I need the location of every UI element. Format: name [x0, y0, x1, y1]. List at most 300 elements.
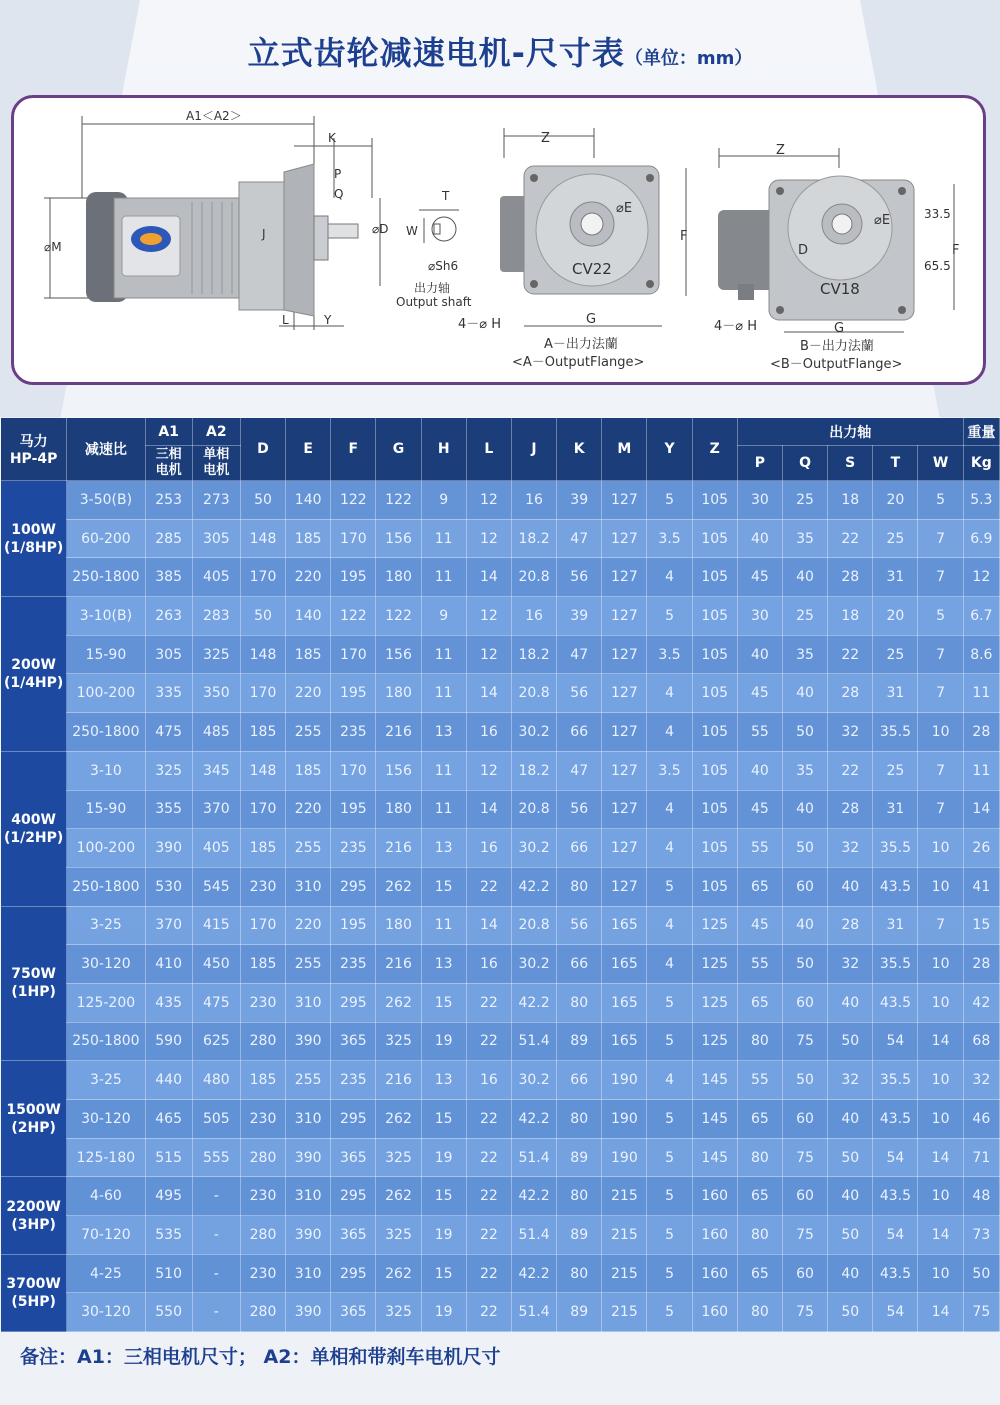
table-row	[1, 829, 1000, 868]
value-cell: 89	[557, 1293, 602, 1332]
value-cell: 32	[828, 713, 873, 752]
hp-value: (5HP)	[11, 1293, 56, 1310]
value-cell: 12	[466, 751, 511, 790]
value-cell: 14	[963, 790, 999, 829]
value-cell: 170	[240, 906, 285, 945]
motor-body	[86, 164, 358, 316]
value-cell: 230	[240, 867, 285, 906]
value-cell: 480	[192, 1061, 240, 1100]
value-cell: 390	[286, 1022, 331, 1061]
ratio-cell: 15-90	[67, 635, 145, 674]
value-cell: 195	[331, 906, 376, 945]
label-flange-b-d: D	[798, 243, 809, 258]
value-cell: 35.5	[873, 829, 918, 868]
value-cell: 335	[145, 674, 192, 713]
value-cell: 127	[602, 519, 647, 558]
value-cell: 295	[331, 867, 376, 906]
value-cell: 170	[240, 558, 285, 597]
label-j: J	[262, 227, 266, 241]
label-flange-b-en: <B－OutputFlange>	[770, 357, 903, 372]
label-w: W	[406, 224, 418, 238]
value-cell: 40	[737, 751, 782, 790]
value-cell: 16	[466, 829, 511, 868]
value-cell: 185	[240, 945, 285, 984]
value-cell: 310	[286, 1177, 331, 1216]
header-shaft-t: T	[873, 446, 918, 481]
value-cell: 4	[647, 558, 692, 597]
ratio-cell: 250-1800	[67, 558, 145, 597]
value-cell: 15	[421, 983, 466, 1022]
value-cell: 22	[466, 867, 511, 906]
value-cell: 40	[782, 906, 827, 945]
label-flange-b-model: CV18	[820, 280, 860, 298]
header-a1-sub1: 三相	[155, 447, 182, 462]
value-cell: 215	[602, 1254, 647, 1293]
value-cell: 235	[331, 713, 376, 752]
value-cell: -	[192, 1216, 240, 1255]
value-cell: 255	[286, 829, 331, 868]
value-cell: 14	[466, 906, 511, 945]
label-flange-a-z: Z	[541, 131, 550, 146]
value-cell: 30.2	[511, 945, 556, 984]
value-cell: 105	[692, 829, 737, 868]
value-cell: 325	[376, 1022, 421, 1061]
value-cell: 89	[557, 1138, 602, 1177]
value-cell: 14	[466, 558, 511, 597]
value-cell: 4	[647, 713, 692, 752]
value-cell: 156	[376, 519, 421, 558]
value-cell: 35	[782, 751, 827, 790]
value-cell: 215	[602, 1177, 647, 1216]
value-cell: 390	[286, 1138, 331, 1177]
value-cell: 5	[647, 867, 692, 906]
value-cell: 45	[737, 674, 782, 713]
value-cell: 66	[557, 1061, 602, 1100]
hp-value: (1HP)	[11, 984, 56, 1001]
value-cell: 5	[918, 597, 963, 636]
value-cell: 195	[331, 674, 376, 713]
value-cell: 14	[918, 1293, 963, 1332]
value-cell: 20.8	[511, 790, 556, 829]
value-cell: 122	[331, 481, 376, 520]
value-cell: 42	[963, 983, 999, 1022]
header-a2-sub	[192, 446, 240, 481]
value-cell: 20.8	[511, 674, 556, 713]
value-cell: 283	[192, 597, 240, 636]
value-cell: 15	[963, 906, 999, 945]
value-cell: 47	[557, 635, 602, 674]
value-cell: 6.9	[963, 519, 999, 558]
value-cell: 40	[782, 674, 827, 713]
value-cell: 46	[963, 1100, 999, 1139]
value-cell: 25	[782, 481, 827, 520]
value-cell: 230	[240, 1254, 285, 1293]
value-cell: 125	[692, 906, 737, 945]
value-cell: 215	[602, 1293, 647, 1332]
value-cell: 345	[192, 751, 240, 790]
value-cell: 515	[145, 1138, 192, 1177]
value-cell: 310	[286, 1100, 331, 1139]
ratio-cell: 70-120	[67, 1216, 145, 1255]
value-cell: 435	[145, 983, 192, 1022]
value-cell: 305	[192, 519, 240, 558]
header-a2-sub1: 单相	[203, 447, 230, 462]
value-cell: -	[192, 1177, 240, 1216]
value-cell: 22	[466, 1138, 511, 1177]
value-cell: 19	[421, 1216, 466, 1255]
table-row	[1, 674, 1000, 713]
header-col-d: D	[240, 418, 285, 481]
value-cell: 45	[737, 558, 782, 597]
value-cell: 170	[240, 674, 285, 713]
table-row	[1, 945, 1000, 984]
value-cell: 280	[240, 1216, 285, 1255]
value-cell: 14	[466, 790, 511, 829]
value-cell: 127	[602, 829, 647, 868]
value-cell: 10	[918, 1100, 963, 1139]
value-cell: 80	[737, 1293, 782, 1332]
value-cell: 54	[873, 1293, 918, 1332]
value-cell: 262	[376, 1254, 421, 1293]
label-a1a2: A1＜A2＞	[186, 109, 242, 123]
value-cell: 185	[286, 751, 331, 790]
table-header	[1, 418, 1000, 481]
value-cell: 5	[647, 1216, 692, 1255]
value-cell: 235	[331, 1061, 376, 1100]
value-cell: 220	[286, 906, 331, 945]
ratio-cell: 3-10(B)	[67, 597, 145, 636]
value-cell: 590	[145, 1022, 192, 1061]
value-cell: 40	[782, 790, 827, 829]
value-cell: 140	[286, 481, 331, 520]
value-cell: 65	[737, 1177, 782, 1216]
label-shaft-cn: 出力轴	[414, 281, 451, 295]
value-cell: 65	[737, 1100, 782, 1139]
hp-value: (3HP)	[11, 1216, 56, 1233]
value-cell: 50	[240, 597, 285, 636]
value-cell: 3.5	[647, 519, 692, 558]
header-power-top: 马力	[19, 434, 48, 450]
value-cell: 18.2	[511, 519, 556, 558]
value-cell: 125	[692, 983, 737, 1022]
header-weight: 重量	[963, 418, 999, 446]
value-cell: 45	[737, 906, 782, 945]
value-cell: 145	[692, 1100, 737, 1139]
value-cell: 5	[647, 1138, 692, 1177]
value-cell: 14	[918, 1138, 963, 1177]
value-cell: 4	[647, 906, 692, 945]
table-row	[1, 1293, 1000, 1332]
label-shaft-en: Output shaft	[396, 295, 472, 309]
value-cell: 105	[692, 635, 737, 674]
header-col-h: H	[421, 418, 466, 481]
value-cell: -	[192, 1254, 240, 1293]
value-cell: 122	[376, 597, 421, 636]
value-cell: 325	[145, 751, 192, 790]
value-cell: 55	[737, 1061, 782, 1100]
value-cell: 11	[421, 790, 466, 829]
header-shaft-q: Q	[782, 446, 827, 481]
header-a1-sub2: 电机	[155, 463, 182, 478]
value-cell: 18.2	[511, 751, 556, 790]
value-cell: 105	[692, 558, 737, 597]
header-weight-unit: Kg	[963, 446, 999, 481]
value-cell: 625	[192, 1022, 240, 1061]
value-cell: 7	[918, 635, 963, 674]
dimension-diagram	[11, 95, 986, 385]
value-cell: 235	[331, 829, 376, 868]
power-cell	[1, 1254, 67, 1331]
value-cell: 56	[557, 906, 602, 945]
value-cell: 89	[557, 1022, 602, 1061]
value-cell: 30.2	[511, 829, 556, 868]
value-cell: 255	[286, 945, 331, 984]
value-cell: 295	[331, 983, 376, 1022]
label-flange-b-dim2: 65.5	[924, 259, 951, 273]
label-flange-a-en: <A－OutputFlange>	[512, 355, 645, 370]
label-y: Y	[324, 313, 332, 327]
value-cell: 55	[737, 945, 782, 984]
value-cell: 50	[828, 1293, 873, 1332]
value-cell: 405	[192, 558, 240, 597]
value-cell: 325	[376, 1138, 421, 1177]
hp-value: (1/8HP)	[3, 539, 64, 556]
value-cell: 54	[873, 1138, 918, 1177]
value-cell: 190	[602, 1061, 647, 1100]
value-cell: 75	[782, 1022, 827, 1061]
value-cell: 80	[557, 1177, 602, 1216]
value-cell: 50	[782, 945, 827, 984]
value-cell: 310	[286, 867, 331, 906]
value-cell: 105	[692, 790, 737, 829]
value-cell: 11	[963, 674, 999, 713]
value-cell: 50	[828, 1138, 873, 1177]
value-cell: 165	[602, 983, 647, 1022]
header-power-bottom: HP-4P	[9, 451, 58, 467]
value-cell: 66	[557, 945, 602, 984]
value-cell: 5	[647, 1293, 692, 1332]
value-cell: 43.5	[873, 867, 918, 906]
table-row	[1, 1100, 1000, 1139]
value-cell: 60	[782, 1254, 827, 1293]
value-cell: 32	[963, 1061, 999, 1100]
value-cell: 125	[692, 945, 737, 984]
value-cell: 390	[286, 1293, 331, 1332]
value-cell: 31	[873, 906, 918, 945]
value-cell: 40	[782, 558, 827, 597]
label-flange-b-dim1: 33.5	[924, 207, 951, 221]
table-row	[1, 751, 1000, 790]
value-cell: 5	[647, 1177, 692, 1216]
value-cell: 22	[828, 751, 873, 790]
value-cell: 295	[331, 1254, 376, 1293]
value-cell: 535	[145, 1216, 192, 1255]
header-col-y: Y	[647, 418, 692, 481]
ratio-cell: 3-50(B)	[67, 481, 145, 520]
header-ratio: 减速比	[67, 418, 145, 481]
value-cell: 415	[192, 906, 240, 945]
value-cell: 19	[421, 1293, 466, 1332]
value-cell: 127	[602, 713, 647, 752]
diagram-drawing	[14, 98, 983, 382]
value-cell: 65	[737, 1254, 782, 1293]
value-cell: 3.5	[647, 751, 692, 790]
value-cell: 16	[466, 945, 511, 984]
value-cell: 30	[737, 481, 782, 520]
value-cell: 170	[331, 751, 376, 790]
value-cell: 475	[145, 713, 192, 752]
value-cell: 54	[873, 1216, 918, 1255]
value-cell: 262	[376, 1177, 421, 1216]
value-cell: 35	[782, 635, 827, 674]
value-cell: 216	[376, 1061, 421, 1100]
value-cell: 148	[240, 751, 285, 790]
value-cell: 122	[376, 481, 421, 520]
value-cell: 285	[145, 519, 192, 558]
value-cell: 56	[557, 674, 602, 713]
value-cell: 20.8	[511, 906, 556, 945]
power-cell	[1, 1061, 67, 1177]
value-cell: 43.5	[873, 983, 918, 1022]
value-cell: 65	[737, 867, 782, 906]
ratio-cell: 100-200	[67, 674, 145, 713]
value-cell: 127	[602, 597, 647, 636]
value-cell: 14	[918, 1216, 963, 1255]
value-cell: 485	[192, 713, 240, 752]
value-cell: 5	[647, 983, 692, 1022]
value-cell: 145	[692, 1138, 737, 1177]
value-cell: 15	[421, 1254, 466, 1293]
value-cell: 365	[331, 1293, 376, 1332]
value-cell: 255	[286, 1061, 331, 1100]
value-cell: 12	[466, 481, 511, 520]
value-cell: 180	[376, 558, 421, 597]
value-cell: 216	[376, 945, 421, 984]
value-cell: 280	[240, 1293, 285, 1332]
power-value: 2200W	[6, 1198, 61, 1215]
value-cell: 15	[421, 1177, 466, 1216]
table-row	[1, 983, 1000, 1022]
value-cell: 42.2	[511, 867, 556, 906]
value-cell: 50	[782, 1061, 827, 1100]
header-a2: A2	[192, 418, 240, 446]
value-cell: 216	[376, 713, 421, 752]
value-cell: 105	[692, 867, 737, 906]
value-cell: 50	[828, 1216, 873, 1255]
value-cell: 510	[145, 1254, 192, 1293]
value-cell: 160	[692, 1254, 737, 1293]
value-cell: 9	[421, 481, 466, 520]
value-cell: 370	[145, 906, 192, 945]
value-cell: 4	[647, 1061, 692, 1100]
dimension-table-wrap	[0, 417, 1000, 1332]
label-flange-b-h: 4－⌀ H	[714, 319, 758, 334]
value-cell: 71	[963, 1138, 999, 1177]
table-row	[1, 790, 1000, 829]
value-cell: 7	[918, 674, 963, 713]
power-cell	[1, 751, 67, 906]
value-cell: 11	[421, 906, 466, 945]
value-cell: 50	[240, 481, 285, 520]
value-cell: 555	[192, 1138, 240, 1177]
power-cell	[1, 1177, 67, 1254]
value-cell: 80	[557, 867, 602, 906]
value-cell: 160	[692, 1293, 737, 1332]
value-cell: 40	[737, 635, 782, 674]
footnote: 备注：A1：三相电机尺寸； A2：单相和带刹车电机尺寸	[20, 1346, 501, 1368]
value-cell: 230	[240, 1100, 285, 1139]
header-col-l: L	[466, 418, 511, 481]
value-cell: 180	[376, 906, 421, 945]
value-cell: 80	[557, 983, 602, 1022]
value-cell: 20	[873, 597, 918, 636]
value-cell: 22	[466, 1100, 511, 1139]
value-cell: 230	[240, 983, 285, 1022]
value-cell: 10	[918, 713, 963, 752]
value-cell: 10	[918, 867, 963, 906]
table-row	[1, 713, 1000, 752]
value-cell: 190	[602, 1100, 647, 1139]
value-cell: 30.2	[511, 713, 556, 752]
value-cell: 127	[602, 558, 647, 597]
value-cell: 156	[376, 751, 421, 790]
value-cell: 18	[828, 597, 873, 636]
value-cell: 19	[421, 1022, 466, 1061]
value-cell: 295	[331, 1100, 376, 1139]
value-cell: 105	[692, 519, 737, 558]
label-flange-b-cn: B－出力法蘭	[800, 339, 874, 354]
value-cell: 475	[192, 983, 240, 1022]
value-cell: 127	[602, 481, 647, 520]
value-cell: 13	[421, 829, 466, 868]
power-value: 400W	[11, 811, 56, 828]
flange-b-view	[714, 143, 959, 372]
value-cell: 50	[963, 1254, 999, 1293]
value-cell: 105	[692, 597, 737, 636]
label-t: T	[442, 189, 450, 203]
value-cell: 5	[647, 1022, 692, 1061]
value-cell: 35.5	[873, 1061, 918, 1100]
value-cell: 60	[782, 1100, 827, 1139]
value-cell: 370	[192, 790, 240, 829]
label-flange-a-h: 4－⌀ H	[458, 317, 502, 332]
value-cell: 18.2	[511, 635, 556, 674]
value-cell: 12	[466, 519, 511, 558]
value-cell: 30	[737, 597, 782, 636]
value-cell: 39	[557, 481, 602, 520]
power-value: 100W	[11, 521, 56, 538]
value-cell: 22	[466, 1254, 511, 1293]
hp-value: (1/2HP)	[3, 829, 64, 846]
ratio-cell: 3-10	[67, 751, 145, 790]
ratio-cell: 250-1800	[67, 1022, 145, 1061]
value-cell: 7	[918, 558, 963, 597]
value-cell: 185	[240, 1061, 285, 1100]
value-cell: -	[192, 1293, 240, 1332]
value-cell: 28	[828, 790, 873, 829]
label-sh: ⌀Sh6	[428, 259, 459, 273]
value-cell: 190	[602, 1138, 647, 1177]
value-cell: 80	[737, 1216, 782, 1255]
value-cell: 28	[963, 945, 999, 984]
value-cell: 11	[963, 751, 999, 790]
value-cell: 30.2	[511, 1061, 556, 1100]
ratio-cell: 15-90	[67, 790, 145, 829]
value-cell: 35.5	[873, 713, 918, 752]
value-cell: 43.5	[873, 1100, 918, 1139]
value-cell: 505	[192, 1100, 240, 1139]
value-cell: 19	[421, 1138, 466, 1177]
